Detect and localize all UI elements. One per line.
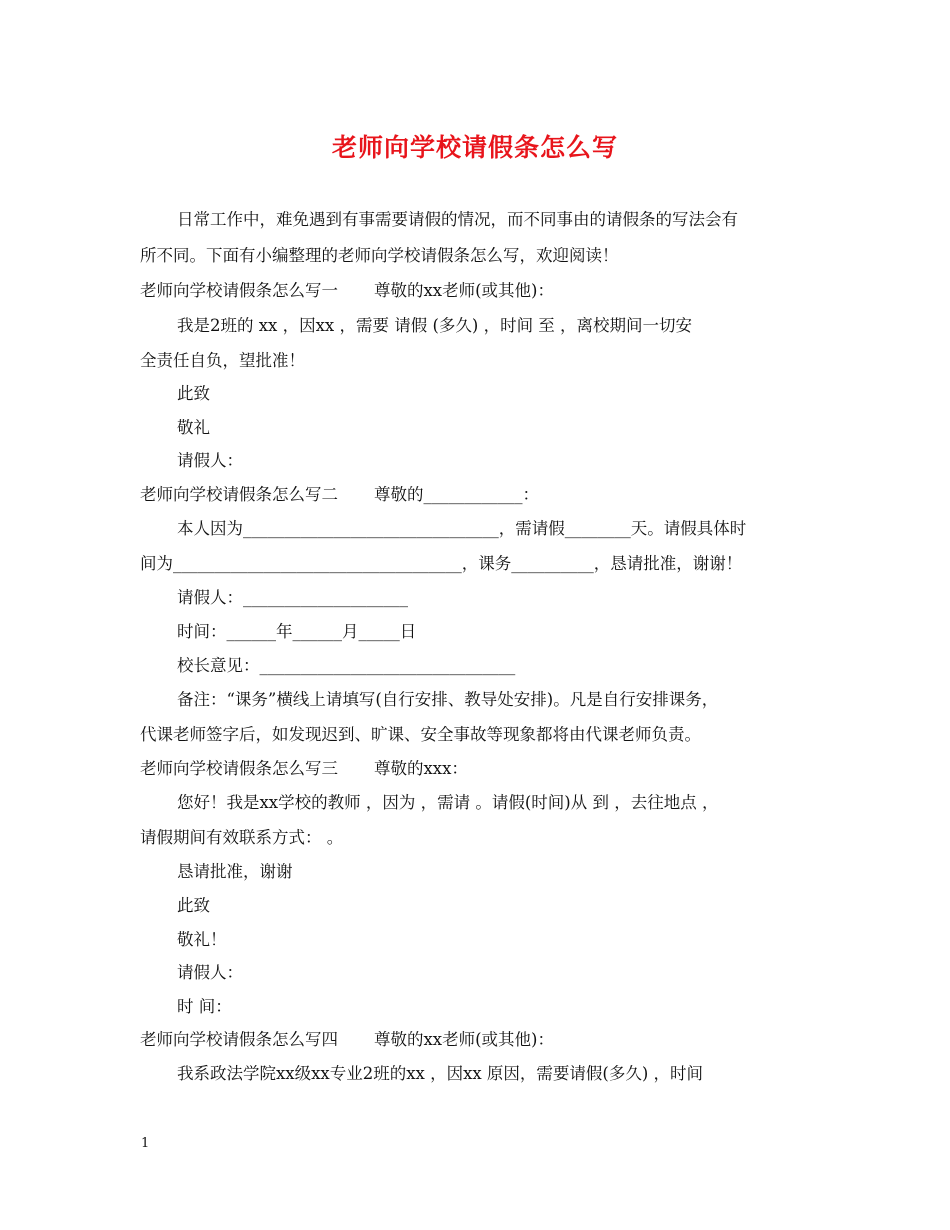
section-1-body-line-1: 我是2班的 xx ，因xx ，需要 请假 (多久) ，时间 至 ，离校期间一切安 [177, 316, 693, 335]
section-2-signer: 请假人：____________________ [177, 588, 408, 607]
section-3-time: 时 间： [177, 997, 232, 1016]
section-2-body-line-2: 间为___________________________________，课务__________，恳请批准，谢谢！ [140, 554, 743, 573]
section-1-body-line-2: 全责任自负，望批准！ [140, 351, 305, 370]
section-3-closing-1: 此致 [177, 896, 210, 915]
section-3-salutation: 尊敬的xxx： [374, 759, 468, 778]
section-1-closing-2: 敬礼 [177, 418, 210, 437]
section-1-closing-1: 此致 [177, 384, 210, 403]
section-3-heading: 老师向学校请假条怎么写三 [140, 759, 338, 778]
section-4-salutation: 尊敬的xx老师(或其他)： [374, 1030, 554, 1049]
section-1-salutation: 尊敬的xx老师(或其他)： [374, 281, 554, 300]
section-1-heading: 老师向学校请假条怎么写一 [140, 281, 338, 300]
section-4-heading: 老师向学校请假条怎么写四 [140, 1030, 338, 1049]
section-2-date: 时间：______年______月_____日 [177, 622, 417, 641]
section-2-salutation: 尊敬的____________： [374, 485, 539, 504]
section-2-principal-opinion: 校长意见：_______________________________ [177, 656, 516, 675]
section-4-body-line-1: 我系政法学院xx级xx专业2班的xx ，因xx 原因，需要请假(多久) ，时间 [177, 1064, 704, 1083]
section-3-request: 恳请批准，谢谢 [177, 862, 293, 881]
section-3-signer: 请假人： [177, 963, 243, 982]
section-2-note-line-1: 备注：“课务”横线上请填写(自行安排、教导处安排)。凡是自行安排课务， [177, 690, 719, 709]
intro-line-1: 日常工作中，难免遇到有事需要请假的情况，而不同事由的请假条的写法会有 [177, 210, 738, 229]
section-4-heading-row [140, 1029, 812, 1051]
section-1-signer: 请假人： [177, 451, 243, 470]
section-3-heading-row [140, 758, 812, 780]
section-2-heading: 老师向学校请假条怎么写二 [140, 485, 338, 504]
section-3-body-line-1: 您好！我是xx学校的教师 ，因为 ，需请 。请假(时间)从 到 ，去往地点 ， [177, 793, 719, 812]
section-3-closing-2: 敬礼！ [177, 930, 227, 949]
section-3-body-line-2: 请假期间有效联系方式： 。 [140, 828, 344, 847]
section-1-heading-row [140, 280, 812, 302]
page-title: 老师向学校请假条怎么写 [331, 133, 618, 162]
section-2-note-line-2: 代课老师签字后，如发现迟到、旷课、安全事故等现象都将由代课老师负责。 [140, 725, 701, 744]
section-2-heading-row [140, 484, 812, 506]
intro-line-2: 所不同。下面有小编整理的老师向学校请假条怎么写，欢迎阅读！ [140, 246, 619, 265]
page-number: 1 [141, 1136, 150, 1151]
section-2-body-line-1: 本人因为_______________________________，需请假________天。请假具体时 [177, 519, 747, 538]
